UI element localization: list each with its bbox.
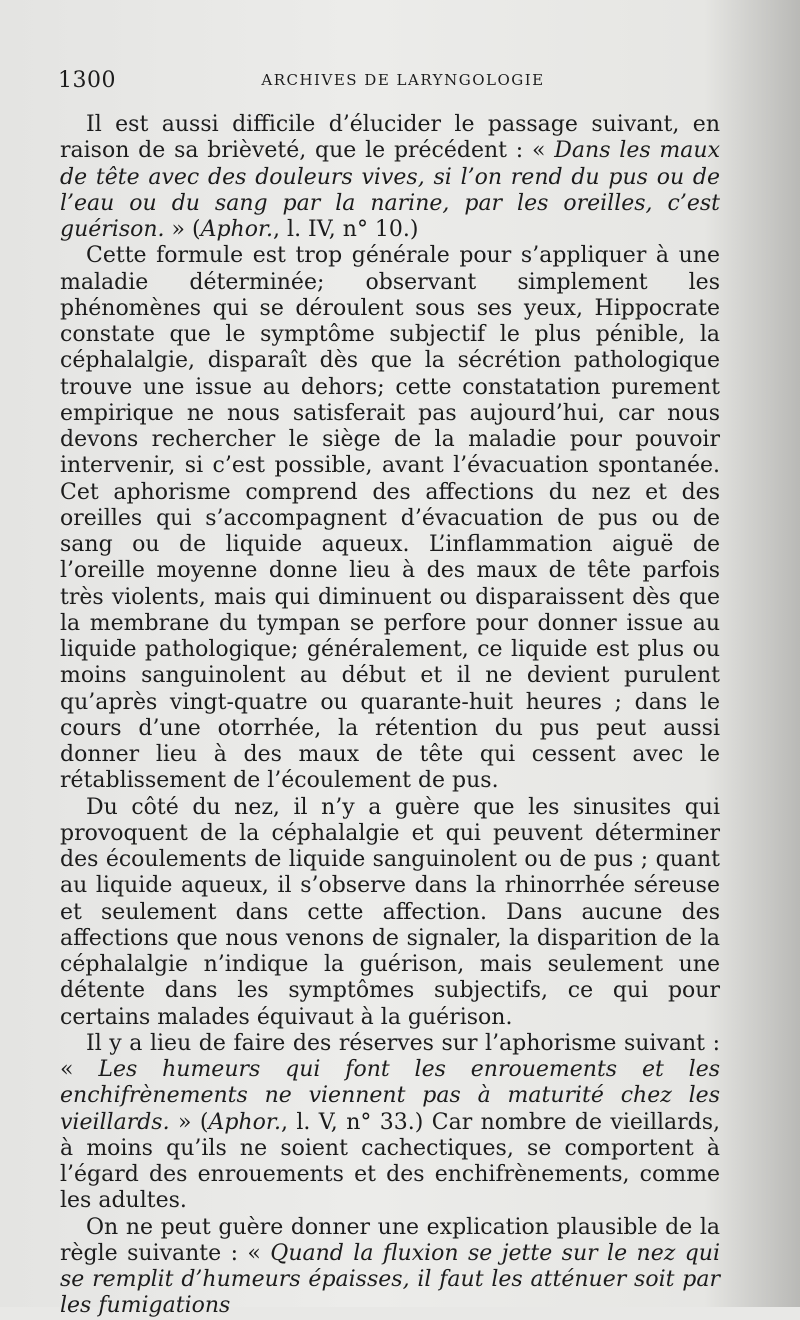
- page-number: 1300: [58, 68, 116, 93]
- italic-run: Les humeurs qui font les enrouements et les enchifrènements ne viennent pas à maturité chez les vieillards.: [60, 1057, 721, 1135]
- text-run: Il y a lieu de faire des réserves sur l’aphorisme suivant : «: [60, 1030, 720, 1082]
- paragraph: [60, 795, 720, 1031]
- italic-run: Dans les maux de tête avec des douleurs vives, si l’on rend du pus ou de l’eau ou du sang par la narine, par les oreilles, c’est guérison.: [60, 138, 720, 242]
- page-header: [58, 68, 748, 98]
- paragraph: [60, 1031, 720, 1215]
- paragraph: [60, 243, 720, 794]
- body-text: [60, 112, 720, 1320]
- text-run: Il est aussi difficile d’élucider le passage suivant, en raison de sa brièveté, que le précédent : «: [60, 112, 720, 164]
- italic-run: Aphor.: [208, 1109, 281, 1135]
- text-run: , l. V, n° 33.) Car nombre de vieillards, à moins qu’ils ne soient cachectiques, se comportent à l’égard des enrouements et des enchifrènements, comme les adultes.: [60, 1109, 721, 1214]
- text-run: » (: [164, 217, 201, 242]
- text-run: Cette formule est trop générale pour s’appliquer à une maladie déterminée; observant simplement les phénomènes qui se déroulent sous ses yeux, Hippocrate constate que le symptôme subjectif le plus pénible, la céphalalgie, disparaît dès que la sécrétion pathologique trouve une issue au dehors; cette constatation purement empirique ne nous satisferait pas aujourd’hui, car nous devons rechercher le siège de la maladie pour pouvoir intervenir, si c’est possible, avant l’évacuation spontanée. Cet aphorisme comprend des affections du nez et des oreilles qui s’accompagnent d’évacuation de pus ou de sang ou de liquide aqueux. L’inflammation aiguë de l’oreille moyenne donne lieu à des maux de tête parfois très violents, mais qui diminuent ou disparaissent dès que la membrane du tympan se perfore pour donner issue au liquide pathologique; généralement, ce liquide est plus ou moins sanguinolent au début et il ne devient purulent qu’après vingt-quatre ou quarante-huit heures ; dans le cours d’une otorrhée, la rétention du pus peut aussi donner lieu à des maux de tête qui cessent avec le rétablissement de l’écoulement de pus.: [60, 243, 720, 794]
- running-title: ARCHIVES DE LARYNGOLOGIE: [261, 71, 545, 89]
- paragraph: [60, 1215, 720, 1320]
- italic-run: Aphor.: [200, 217, 274, 242]
- text-run: , l. IV, n° 10.): [273, 217, 419, 242]
- text-run: Du côté du nez, il n’y a guère que les sinusites qui provoquent de la céphalalgie et qui peuvent déterminer des écoulements de liquide sanguinolent ou de pus ; quant au liquide aqueux, il s’observe dans la rhinorrhée séreuse et seulement dans cette affection. Dans aucune des affections que nous venons de signaler, la disparition de la céphalalgie n’indique la guérison, mais seulement une détente dans les symptômes subjectifs, ce qui pour certains malades équivaut à la guérison.: [60, 794, 720, 1030]
- text-run: On ne peut guère donner une explication plausible de la règle suivante : «: [60, 1214, 720, 1266]
- text-run: » (: [169, 1109, 209, 1135]
- paragraph: [60, 112, 720, 243]
- italic-run: Quand la fluxion se jette sur le nez qui se remplit d’humeurs épaisses, il faut les atténuer soit par les fumigations: [60, 1240, 721, 1319]
